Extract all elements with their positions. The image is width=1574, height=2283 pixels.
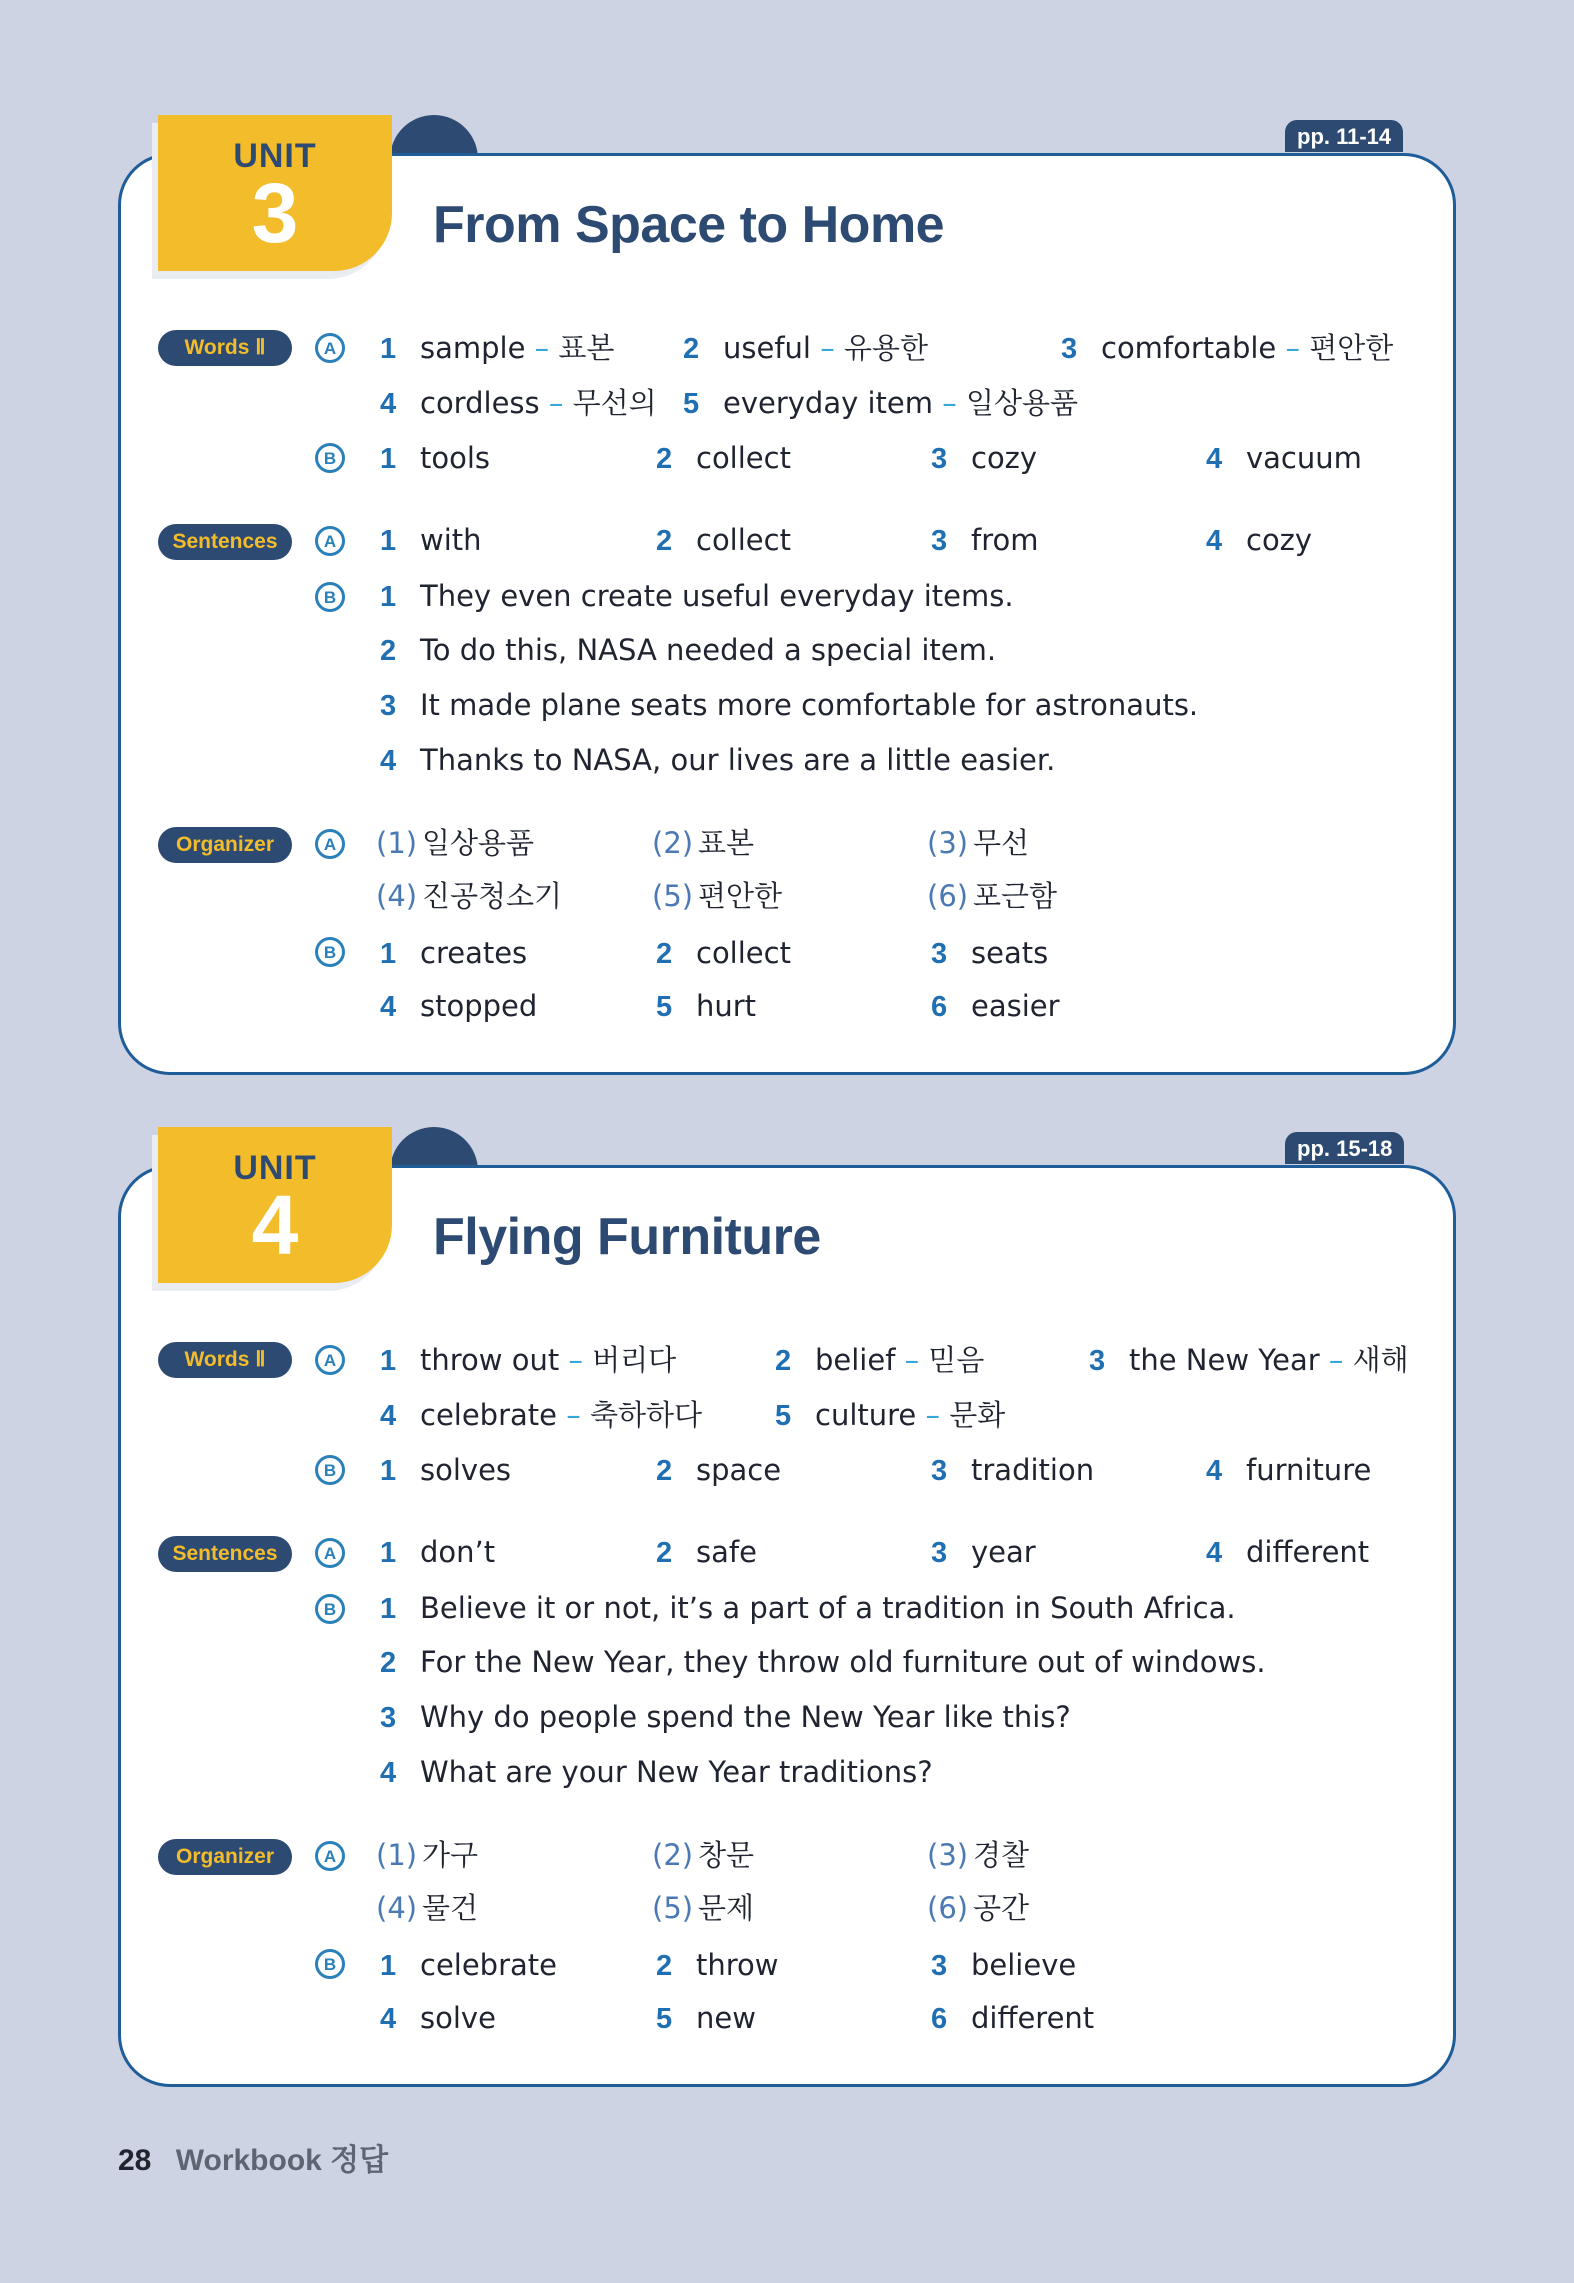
sentence-line	[380, 1588, 1236, 1629]
organizer-b-item	[656, 1945, 779, 1986]
answer-text: celebrate	[420, 1948, 557, 1982]
answer-text: space	[696, 1453, 782, 1487]
item-number: 3	[1061, 333, 1078, 365]
item-number: 4	[1206, 1455, 1223, 1487]
answer-text: What are your New Year traditions?	[420, 1755, 933, 1789]
organizer-b-item	[656, 1998, 756, 2039]
answer-text: don’t	[420, 1535, 496, 1569]
organizer-b-item	[380, 933, 527, 974]
section-b-badge: B	[315, 443, 345, 473]
words-b-item	[931, 438, 1037, 479]
item-number: (6)	[927, 1891, 969, 1925]
item-number: 2	[683, 333, 700, 365]
dash: –	[925, 1398, 940, 1432]
section-b-badge: B	[315, 937, 345, 967]
item-number: 3	[931, 525, 948, 557]
unit-label: UNIT	[233, 137, 317, 175]
words-a-item	[380, 1395, 702, 1436]
answer-text: hurt	[696, 989, 757, 1023]
answer-text: creates	[420, 936, 528, 970]
section-b-badge: B	[315, 1594, 345, 1624]
sentences-a-item	[656, 520, 791, 561]
dash: –	[548, 386, 564, 420]
sentences-a-item	[931, 1532, 1036, 1573]
dash: –	[566, 1398, 581, 1432]
answer-text: seats	[971, 936, 1049, 970]
item-number: 3	[931, 1950, 948, 1982]
organizer-a-item	[376, 823, 534, 863]
words-b-item	[1206, 1450, 1371, 1491]
organizer-a-item	[376, 1835, 478, 1875]
answer-text: Thanks to NASA, our lives are a little easier.	[420, 743, 1056, 777]
word-ko: 유용한	[843, 331, 928, 365]
dash: –	[942, 386, 957, 420]
answer-text: new	[696, 2001, 756, 2035]
item-number: 1	[380, 333, 397, 365]
item-number: 1	[380, 443, 397, 475]
sentences-a-item	[931, 520, 1039, 561]
sentence-line	[380, 576, 1014, 617]
section-b-badge: B	[315, 582, 345, 612]
item-number: (4)	[376, 879, 418, 913]
organizer-a-item	[927, 1835, 1029, 1875]
answer-text: 문제	[698, 1891, 755, 1925]
sentences-a-item	[1206, 1532, 1369, 1573]
unit-title: From Space to Home	[433, 196, 945, 254]
item-number: 3	[931, 1455, 948, 1487]
item-number: 5	[656, 991, 673, 1023]
word-ko: 믿음	[928, 1343, 985, 1377]
answer-text: easier	[971, 989, 1060, 1023]
answer-text: vacuum	[1246, 441, 1362, 475]
unit-3-section	[118, 115, 1456, 1075]
section-b-badge: B	[315, 1455, 345, 1485]
answer-text: safe	[696, 1535, 757, 1569]
word-en: throw out	[420, 1343, 560, 1377]
footer-label: Workbook 정답	[175, 2144, 389, 2177]
item-number: 2	[656, 1950, 673, 1982]
dash: –	[568, 1343, 583, 1377]
answer-text: year	[971, 1535, 1036, 1569]
dash: –	[534, 331, 550, 365]
item-number: 2	[656, 1537, 673, 1569]
words-a-item	[380, 328, 614, 369]
words-pill: Words Ⅱ	[158, 330, 292, 366]
answer-text: tools	[420, 441, 491, 475]
unit-badge	[158, 1127, 392, 1283]
item-number: (3)	[927, 1838, 969, 1872]
words-pill: Words Ⅱ	[158, 1342, 292, 1378]
organizer-b-item	[380, 1945, 557, 1986]
word-en: belief	[815, 1343, 896, 1377]
organizer-b-item	[931, 986, 1060, 1027]
sentences-a-item	[380, 1532, 495, 1573]
words-a-item	[380, 1340, 676, 1381]
answer-text: 물건	[422, 1891, 479, 1925]
section-b-badge: B	[315, 1949, 345, 1979]
section-a-badge: A	[315, 1538, 345, 1568]
organizer-b-item	[380, 1998, 496, 2039]
word-ko: 버리다	[592, 1343, 677, 1377]
sentence-line	[380, 630, 996, 671]
item-number: 4	[380, 2003, 397, 2035]
item-number: 4	[1206, 443, 1223, 475]
word-en: comfortable	[1101, 331, 1277, 365]
answer-text: with	[420, 523, 482, 557]
item-number: 4	[380, 388, 397, 420]
sentences-a-item	[656, 1532, 757, 1573]
item-number: (4)	[376, 1891, 418, 1925]
answer-text: 창문	[698, 1838, 755, 1872]
dash: –	[904, 1343, 920, 1377]
item-number: (3)	[927, 826, 969, 860]
item-number: 4	[380, 1757, 397, 1789]
words-b-item	[380, 1450, 511, 1491]
sentences-pill: Sentences	[158, 1536, 292, 1572]
answer-text: tradition	[971, 1453, 1095, 1487]
answer-text: different	[1246, 1535, 1370, 1569]
item-number: 1	[380, 1455, 397, 1487]
word-ko: 표본	[558, 331, 615, 365]
answer-text: 경찰	[973, 1838, 1030, 1872]
item-number: 2	[380, 635, 397, 667]
item-number: (1)	[376, 1838, 418, 1872]
organizer-a-item	[652, 1888, 754, 1928]
sentence-line	[380, 740, 1055, 781]
answer-text: 공간	[973, 1891, 1030, 1925]
organizer-b-item	[931, 1998, 1094, 2039]
answer-text: different	[971, 2001, 1095, 2035]
answer-text: collect	[696, 523, 791, 557]
section-a-badge: A	[315, 333, 345, 363]
answer-text: 표본	[698, 826, 755, 860]
sentence-line	[380, 1697, 1071, 1738]
item-number: 2	[775, 1345, 792, 1377]
sentence-line	[380, 1642, 1266, 1683]
page-range-badge: pp. 11-14	[1285, 120, 1403, 152]
answer-text: collect	[696, 936, 791, 970]
dash: –	[1328, 1343, 1344, 1377]
answer-text: solve	[420, 2001, 496, 2035]
item-number: 2	[380, 1647, 397, 1679]
dash: –	[1285, 331, 1300, 365]
item-number: 5	[683, 388, 700, 420]
dash: –	[820, 331, 835, 365]
answer-text: It made plane seats more comfortable for astronauts.	[420, 688, 1199, 722]
organizer-a-item	[652, 823, 754, 863]
item-number: 4	[1206, 1537, 1223, 1569]
word-ko: 무선의	[572, 386, 657, 420]
organizer-b-item	[656, 986, 756, 1027]
sentences-a-item	[380, 520, 482, 561]
organizer-a-item	[376, 876, 562, 916]
item-number: 1	[380, 1345, 397, 1377]
item-number: 3	[931, 1537, 948, 1569]
answer-text: 무선	[973, 826, 1030, 860]
item-number: 6	[931, 2003, 948, 2035]
item-number: 4	[1206, 525, 1223, 557]
item-number: 1	[380, 525, 397, 557]
word-ko: 문화	[949, 1398, 1006, 1432]
answer-text: 가구	[422, 1838, 479, 1872]
organizer-pill: Organizer	[158, 1839, 292, 1875]
unit-label: UNIT	[233, 1149, 317, 1187]
sentences-pill: Sentences	[158, 524, 292, 560]
item-number: 3	[380, 1702, 397, 1734]
page-footer	[118, 2135, 388, 2179]
section-a-badge: A	[315, 526, 345, 556]
word-en: the New Year	[1129, 1343, 1320, 1377]
item-number: (5)	[652, 879, 694, 913]
item-number: 4	[380, 991, 397, 1023]
answer-text: cozy	[1246, 523, 1313, 557]
item-number: 4	[380, 745, 397, 777]
section-a-badge: A	[315, 1841, 345, 1871]
answer-text: throw	[696, 1948, 779, 1982]
unit-badge	[158, 115, 392, 271]
words-b-item	[656, 438, 791, 479]
organizer-pill: Organizer	[158, 827, 292, 863]
item-number: 1	[380, 1537, 397, 1569]
item-number: 3	[380, 690, 397, 722]
section-a-badge: A	[315, 1345, 345, 1375]
answer-text: To do this, NASA needed a special item.	[420, 633, 997, 667]
word-en: everyday item	[723, 386, 934, 420]
answer-text: Believe it or not, it’s a part of a tradition in South Africa.	[420, 1591, 1236, 1625]
word-ko: 일상용품	[965, 386, 1079, 420]
answer-text: 포근함	[973, 879, 1058, 913]
word-en: cordless	[420, 386, 540, 420]
item-number: 3	[1089, 1345, 1106, 1377]
word-ko: 새해	[1352, 1343, 1409, 1377]
words-a-item	[775, 1395, 1005, 1436]
item-number: 1	[380, 1593, 397, 1625]
answer-text: They even create useful everyday items.	[420, 579, 1014, 613]
answer-text: 일상용품	[422, 826, 535, 860]
organizer-b-item	[931, 933, 1048, 974]
answer-text: For the New Year, they throw old furniture out of windows.	[420, 1645, 1266, 1679]
item-number: 2	[656, 525, 673, 557]
words-b-item	[931, 1450, 1094, 1491]
words-a-item	[683, 328, 928, 369]
item-number: 1	[380, 938, 397, 970]
item-number: 4	[380, 1400, 397, 1432]
answer-text: cozy	[971, 441, 1038, 475]
item-number: 1	[380, 1950, 397, 1982]
answer-text: stopped	[420, 989, 538, 1023]
words-a-item	[775, 1340, 984, 1381]
item-number: 2	[656, 938, 673, 970]
item-number: 5	[656, 2003, 673, 2035]
word-ko: 편안한	[1309, 331, 1394, 365]
item-number: 5	[775, 1400, 792, 1432]
answer-text: solves	[420, 1453, 512, 1487]
item-number: 3	[931, 938, 948, 970]
answer-text: 편안한	[698, 879, 783, 913]
words-a-item	[1089, 1340, 1409, 1381]
organizer-a-item	[652, 1835, 754, 1875]
item-number: (2)	[652, 1838, 694, 1872]
sentence-line	[380, 1752, 933, 1793]
word-en: useful	[723, 331, 811, 365]
words-a-item	[1061, 328, 1393, 369]
organizer-b-item	[380, 986, 537, 1027]
answer-text: furniture	[1246, 1453, 1372, 1487]
item-number: 2	[656, 1455, 673, 1487]
word-en: culture	[815, 1398, 917, 1432]
organizer-a-item	[927, 823, 1029, 863]
unit-title: Flying Furniture	[433, 1208, 821, 1266]
item-number: (2)	[652, 826, 694, 860]
organizer-a-item	[927, 876, 1057, 916]
organizer-b-item	[931, 1945, 1076, 1986]
item-number: 1	[380, 581, 397, 613]
words-a-item	[380, 383, 657, 424]
item-number: (5)	[652, 1891, 694, 1925]
item-number: (1)	[376, 826, 418, 860]
sentence-line	[380, 685, 1198, 726]
word-en: sample	[420, 331, 526, 365]
unit-number: 3	[251, 166, 299, 260]
section-a-badge: A	[315, 829, 345, 859]
page-number: 28	[118, 2144, 152, 2177]
word-ko: 축하하다	[589, 1398, 702, 1432]
words-a-item	[683, 383, 1078, 424]
answer-text: believe	[971, 1948, 1077, 1982]
answer-text: Why do people spend the New Year like this?	[420, 1700, 1071, 1734]
words-b-item	[1206, 438, 1362, 479]
organizer-b-item	[656, 933, 791, 974]
organizer-a-item	[652, 876, 782, 916]
word-en: celebrate	[420, 1398, 557, 1432]
item-number: 2	[656, 443, 673, 475]
item-number: (6)	[927, 879, 969, 913]
item-number: 6	[931, 991, 948, 1023]
answer-text: from	[971, 523, 1039, 557]
words-b-item	[380, 438, 490, 479]
sentences-a-item	[1206, 520, 1312, 561]
page-range-badge: pp. 15-18	[1285, 1132, 1404, 1164]
words-b-item	[656, 1450, 781, 1491]
answer-text: 진공청소기	[422, 879, 563, 913]
item-number: 3	[931, 443, 948, 475]
organizer-a-item	[927, 1888, 1029, 1928]
answer-text: collect	[696, 441, 791, 475]
organizer-a-item	[376, 1888, 478, 1928]
unit-4-section	[118, 1127, 1456, 2087]
unit-number: 4	[251, 1178, 299, 1272]
